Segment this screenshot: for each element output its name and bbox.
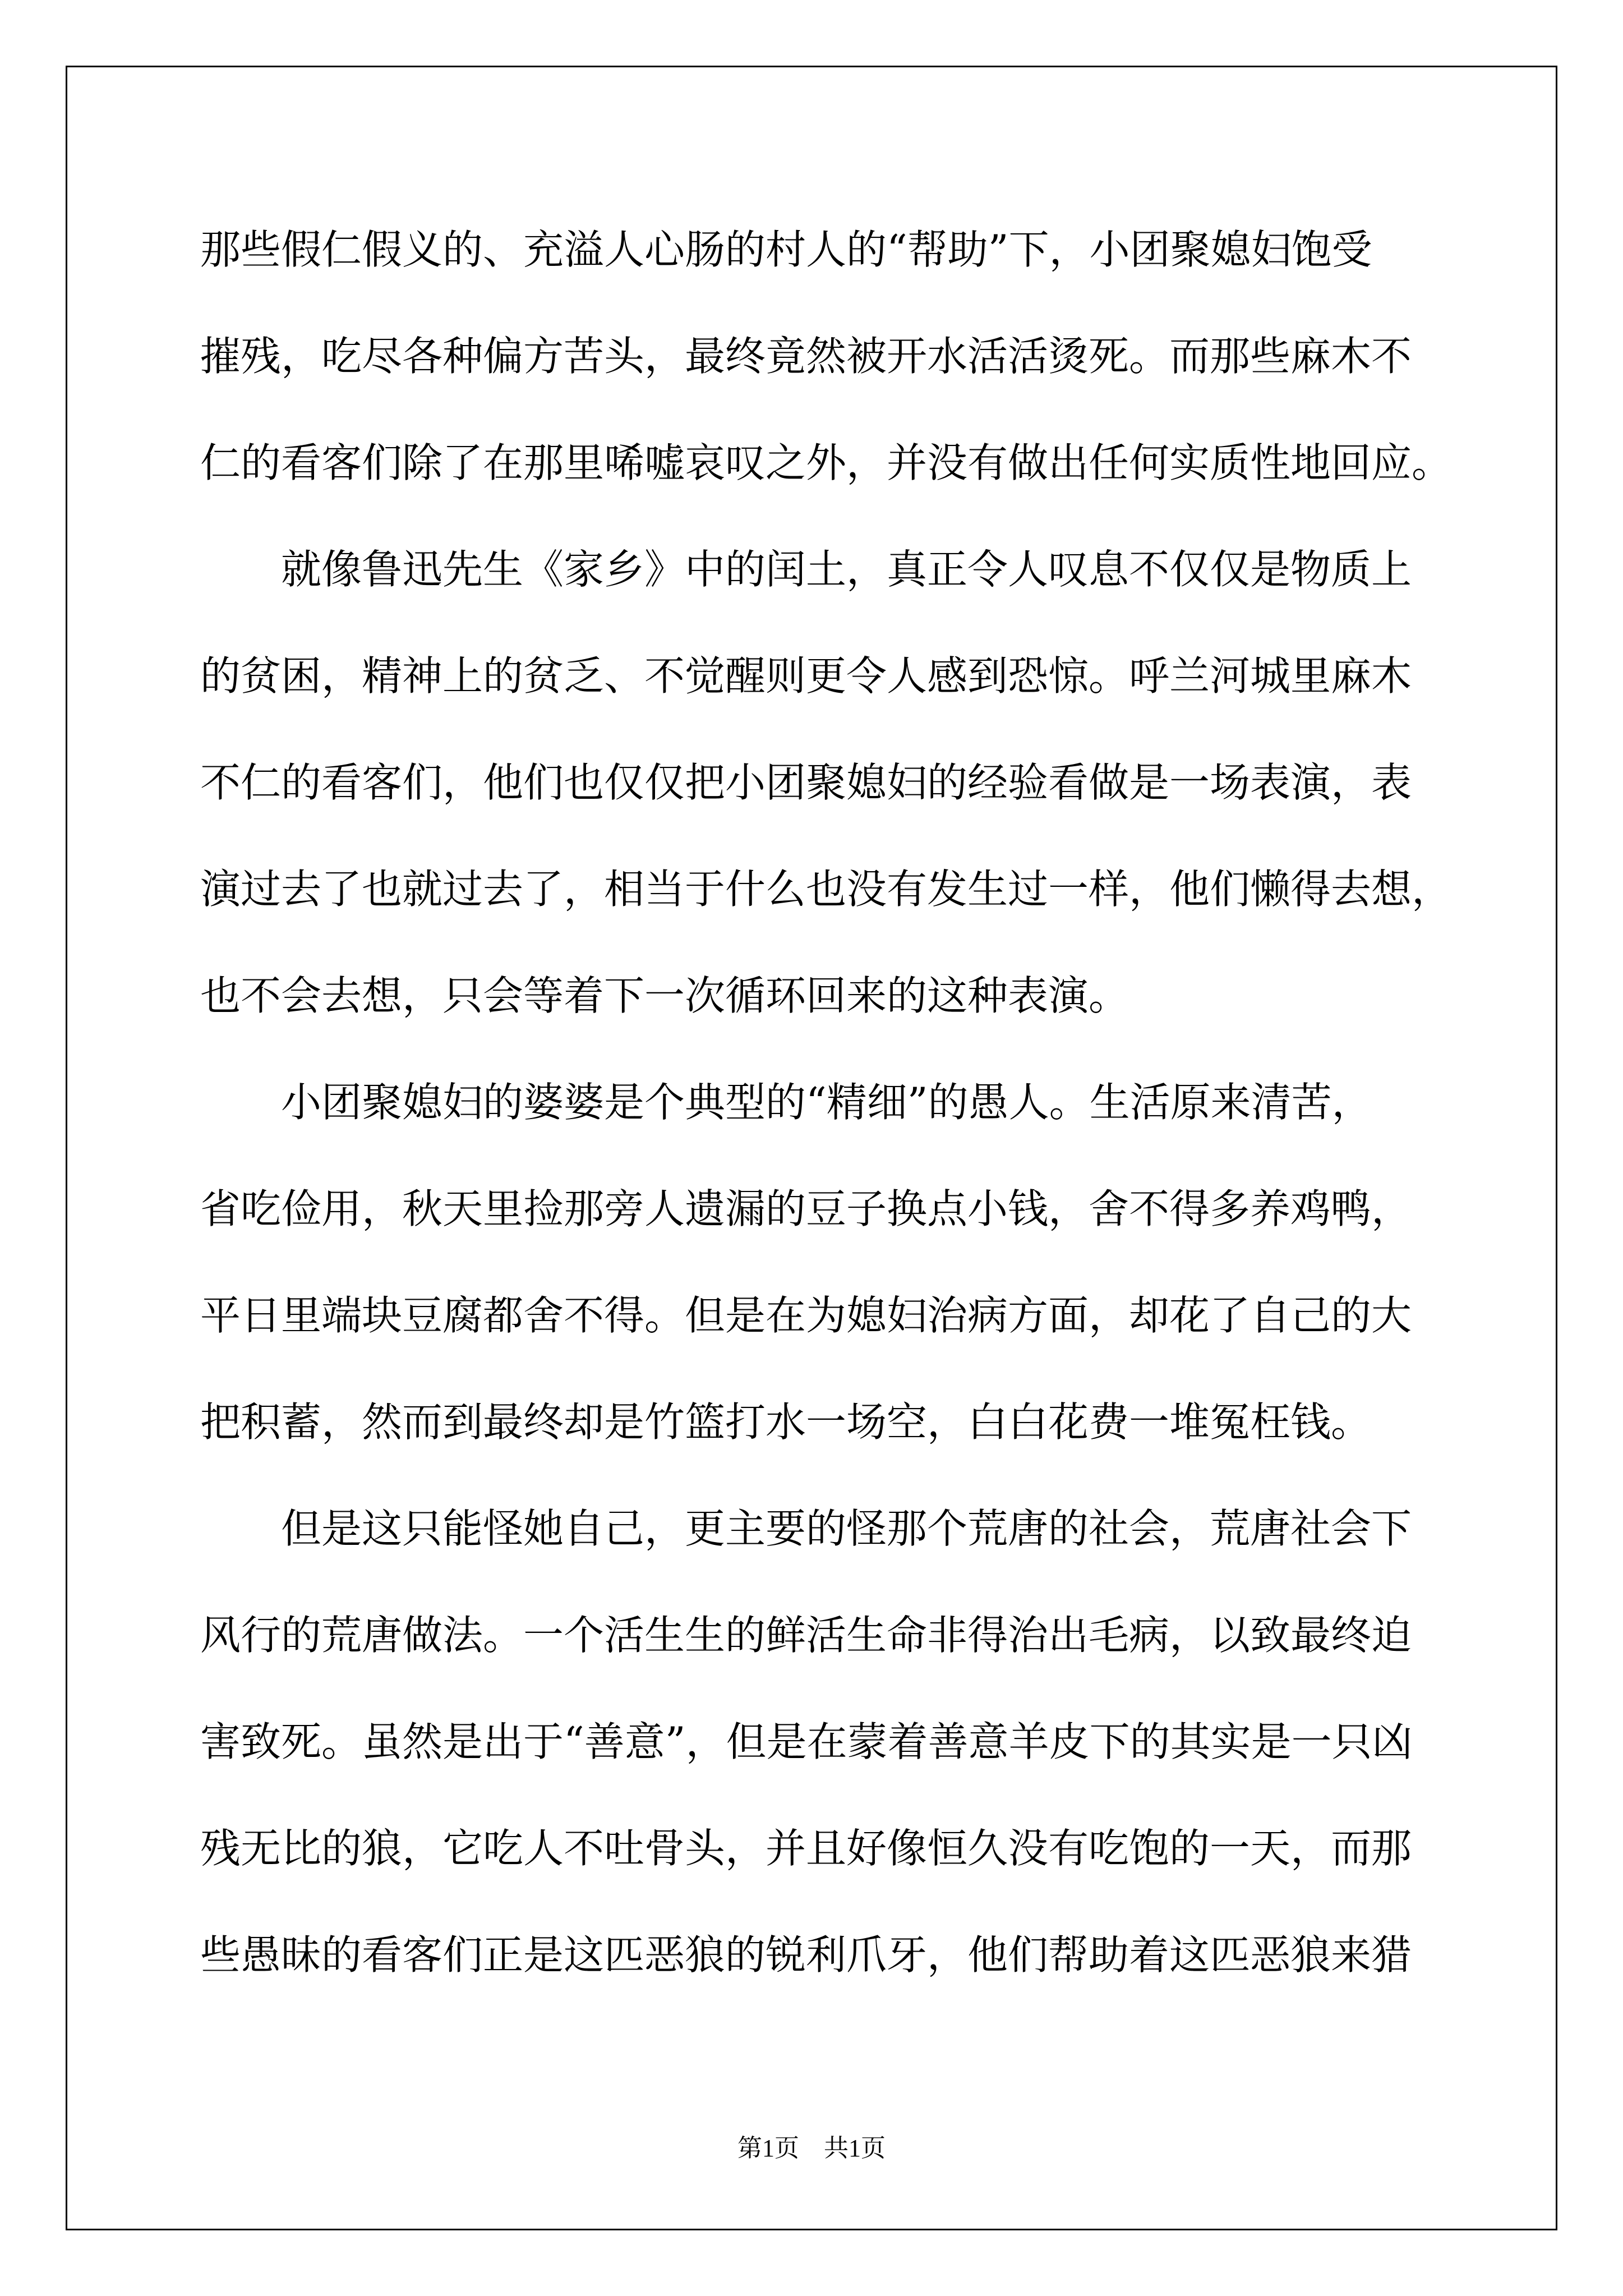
paragraph-first-line: 小团聚媳妇的婆婆是个典型的“精细”的愚人。生活原来清苦， xyxy=(281,1079,1372,1126)
text-line: 些愚昧的看客们正是这匹恶狼的锐利爪牙，他们帮助着这匹恶狼来猎 xyxy=(200,1931,1412,1978)
text-line: 的贫困，精神上的贫乏、不觉醒则更令人感到恐惊。呼兰河城里麻木 xyxy=(200,652,1412,700)
text-line: 不仁的看客们，他们也仅仅把小团聚媳妇的经验看做是一场表演，表 xyxy=(200,759,1412,806)
text-line: 害致死。虽然是出于“善意”，但是在蒙着善意羊皮下的其实是一只凶 xyxy=(200,1718,1413,1765)
text-line: 平日里端块豆腐都舍不得。但是在为媳妇治病方面，却花了自己的大 xyxy=(200,1292,1412,1339)
text-line: 残无比的狼，它吃人不吐骨头，并且好像恒久没有吃饱的一天，而那 xyxy=(200,1825,1412,1872)
paragraph-first-line: 就像鲁迅先生《家乡》中的闰土，真正令人叹息不仅仅是物质上 xyxy=(281,546,1412,593)
text-line: 仁的看客们除了在那里唏嘘哀叹之外，并没有做出任何实质性地回应。 xyxy=(200,439,1453,486)
paragraph-first-line: 但是这只能怪她自己，更主要的怪那个荒唐的社会，荒唐社会下 xyxy=(281,1505,1412,1552)
text-line: 也不会去想，只会等着下一次循环回来的这种表演。 xyxy=(200,972,1129,1019)
text-line: 摧残，吃尽各种偏方苦头，最终竟然被开水活活烫死。而那些麻木不 xyxy=(200,333,1412,380)
text-line: 风行的荒唐做法。一个活生生的鲜活生命非得治出毛病，以致最终迫 xyxy=(200,1612,1412,1659)
text-line: 那些假仁假义的、充溢人心肠的村人的“帮助”下，小团聚媳妇饱受 xyxy=(200,226,1372,273)
page-number-footer: 第1页 共1页 xyxy=(737,2134,886,2162)
text-line: 省吃俭用，秋天里捡那旁人遗漏的豆子换点小钱，舍不得多养鸡鸭， xyxy=(200,1185,1412,1232)
text-line: 演过去了也就过去了，相当于什么也没有发生过一样，他们懒得去想， xyxy=(200,866,1453,913)
text-line: 把积蓄，然而到最终却是竹篮打水一场空，白白花费一堆冤枉钱。 xyxy=(200,1398,1372,1446)
page-border xyxy=(66,66,1557,2230)
